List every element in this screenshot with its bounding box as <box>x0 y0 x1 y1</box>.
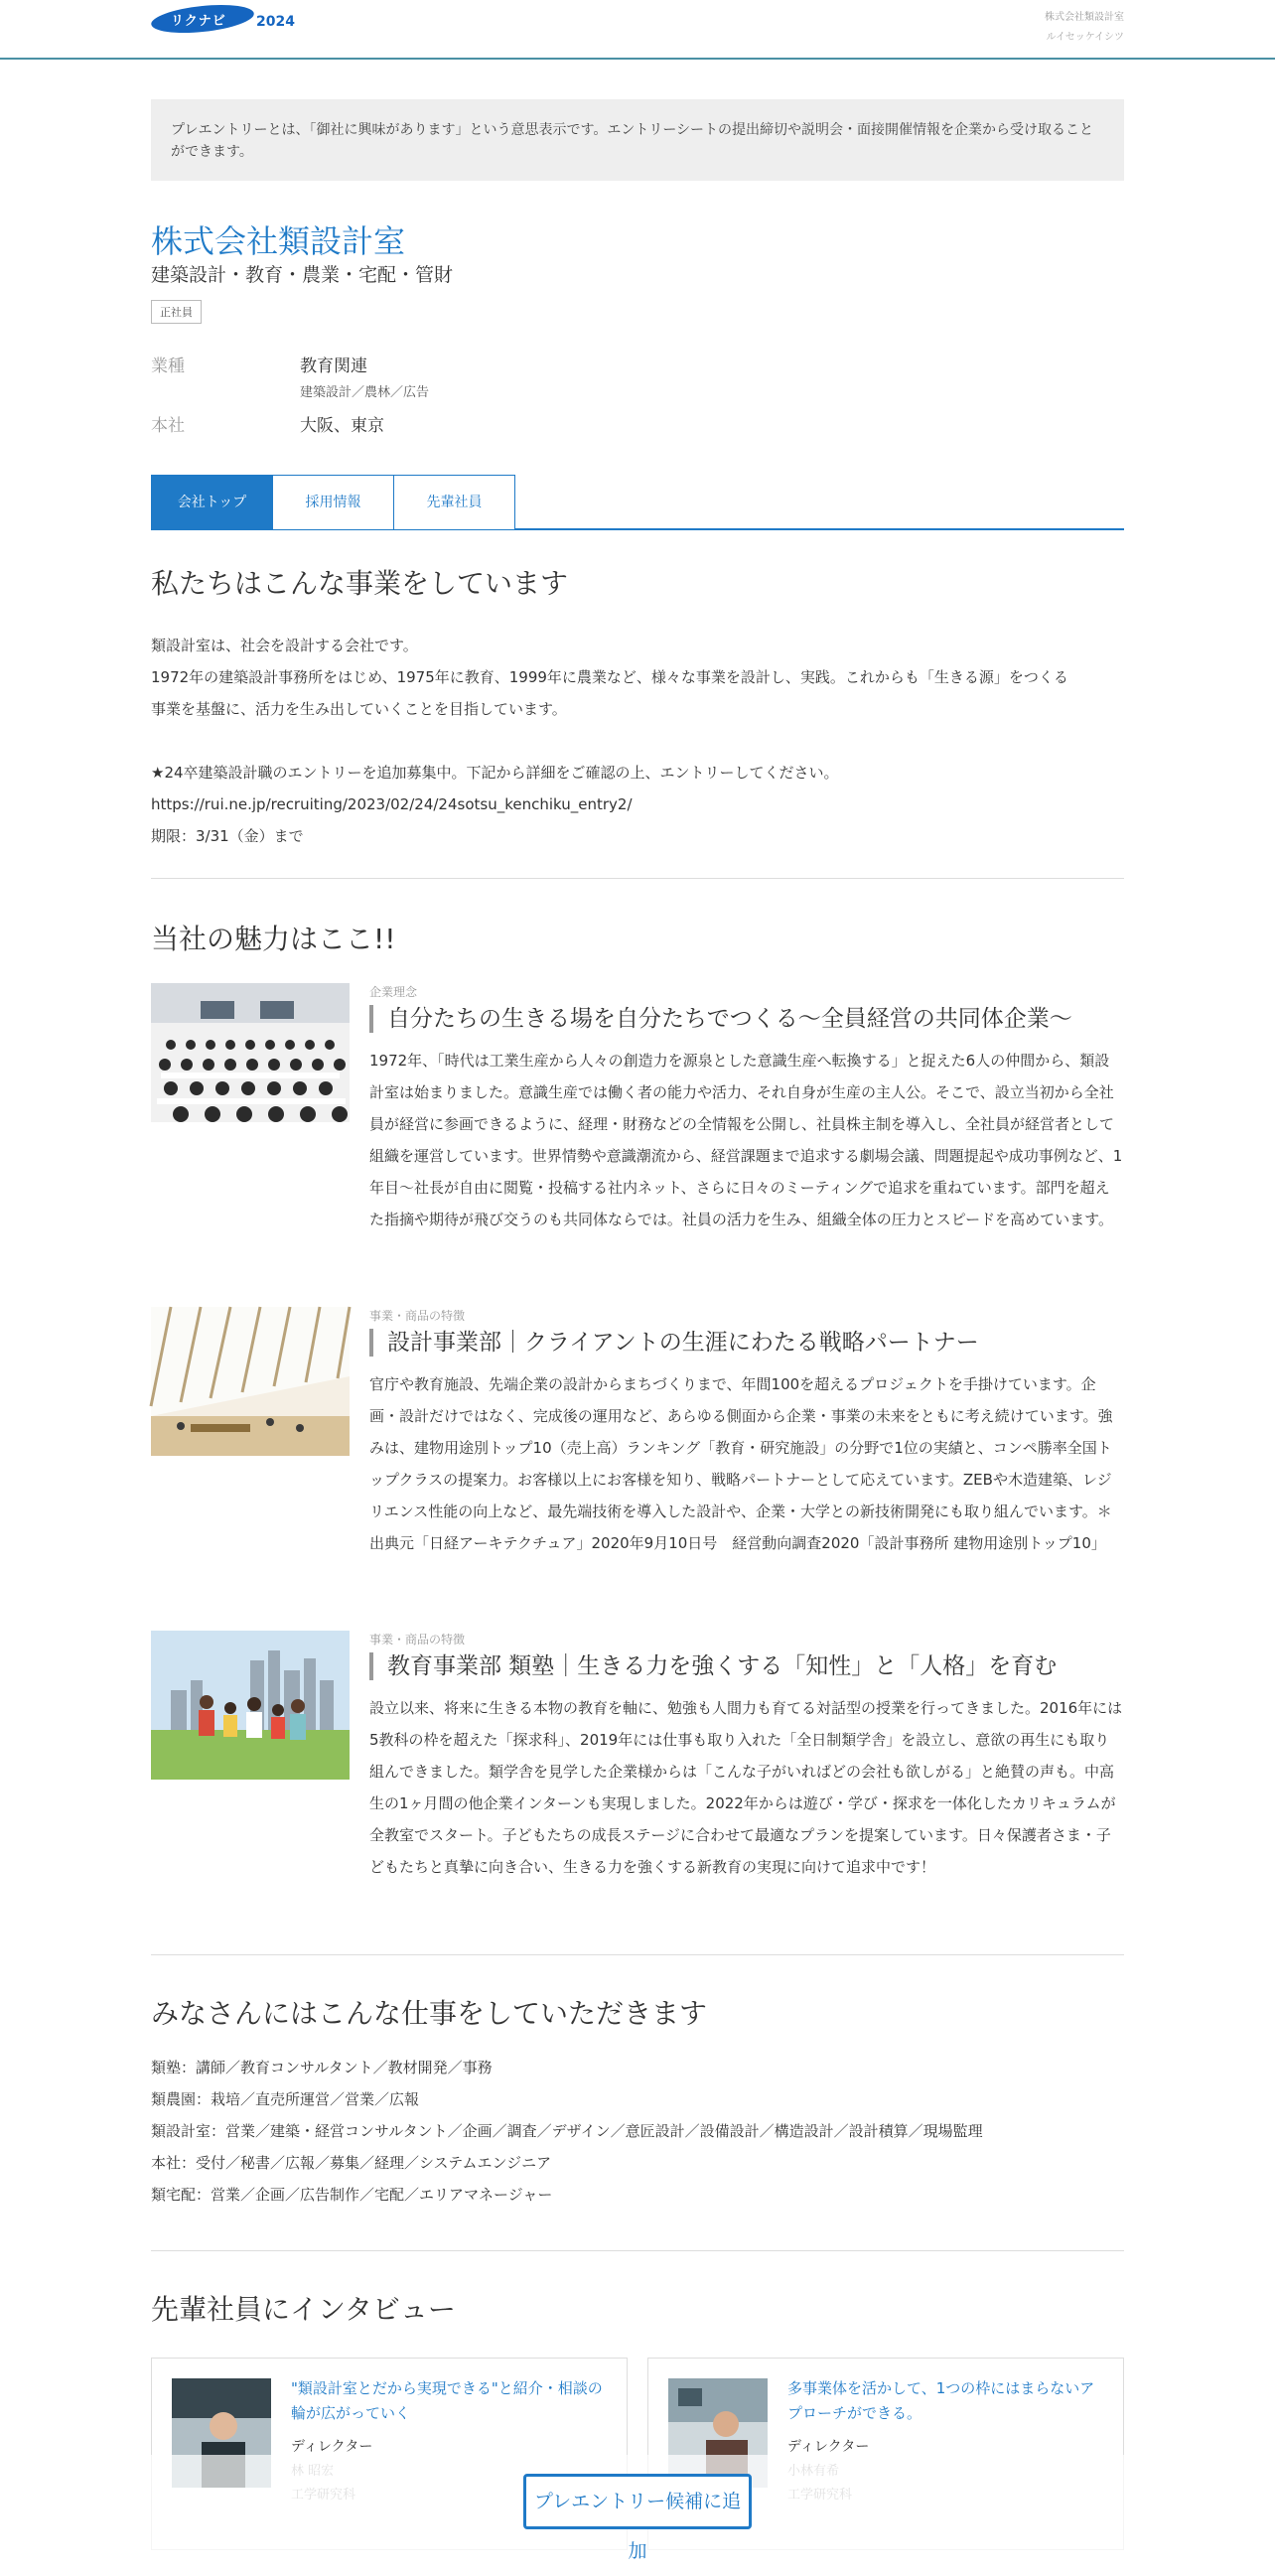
feature-title: 教育事業部 類塾｜生きる力を強くする「知性」と「人格」を育む <box>369 1652 1057 1680</box>
interview-section-title: 先輩社員にインタビュー <box>151 2293 456 2326</box>
pre-entry-notice: プレエントリーとは、「御社に興味があります」という意思表示です。エントリーシートの提出締切や説明会・面接開催情報を企業から受け取ることができます。 <box>151 99 1124 181</box>
feature-body: 設立以来、将来に生きる本物の教育を軸に、勉強も人間力も育てる対話型の授業を行ってきました。2016年には5教科の枠を超えた「探求科」、2019年には仕事も取り入れた「全日制類学舎」を設立し、意欲の再生にも取り組んできました。類学舎を見学した企業様からは「こんな子がいればどの会社も欲しがる」と絶賛の声も。中高生の1ヶ月間の他企業インターンも実現しました。2022年からは遊び・学び・探求を一体化したカリキュラムが全教室でスタート。子どもたちの成長ステージに合わせて最適なプランを提案しています。日々保護者さま・子どもたちと真摯に向き合い、生きる力を強くする新教育の実現に向けて追求中です！ <box>369 1699 1123 1876</box>
conference-hall-photo <box>151 983 350 1132</box>
feature-body: 1972年、「時代は工業生産から人々の創造力を源泉とした意識生産へ転換する」と捉えた6人の仲間から、類設計室は始まりました。意識生産では働く者の能力や活力、それ自身が生産の主人公。そこで、設立当初から全社員が経営に参画できるように、経理・財務などの全情報を公開し、社員株主制を導入し、全社員が経営者として組織を運営しています。世界情勢や意識潮流から、経営課題まで追求する劇場会議、問題提起や成功事例など、1年目～社長が自由に閲覧・投稿する社内ネット、さらに日々のミーティングで追求を重ねています。部門を超えた指摘や期待が飛び交うのも共同体ならでは。社員の活力を生み、組織全体の圧力とスピードを高めています。 <box>369 1052 1123 1228</box>
site-header <box>0 0 1275 60</box>
divider <box>151 878 1124 879</box>
business-line: 事業を基盤に、活力を生み出していくことを目指しています。 <box>151 700 567 718</box>
feature-category: 事業・商品の特徴 <box>369 1633 466 1646</box>
feature-body: 官庁や教育施設、先端企業の設計からまちづくりまで、年間100を超えるプロジェクトを手掛けています。企画・設計だけではなく、完成後の運用など、あらゆる側面から企業・事業の未来をともに考え続けています。強みは、建物用途別トップ10（売上高）ランキング「教育・研究施設」の分野で1位の実績と、コンペ勝率全国トップクラスの提案力。お客様以上にお客様を知り、戦略パートナーとして応えています。ZEBや木造建築、レジリエンス性能の向上など、最先端技術を導入した設計や、企業・大学との新技術開発にも取り組んでいます。＊出典元「日経アーキテクチュア」2020年9月10日号 経営動向調査2020「設計事務所 建物用途別トップ10」 <box>369 1375 1113 1552</box>
hq-label: 本社 <box>151 416 185 436</box>
header-company-kana: ルイセッケイシツ <box>1046 32 1124 43</box>
divider <box>151 2250 1124 2251</box>
header-company-name: 株式会社類設計室 <box>1045 12 1124 23</box>
work-section-title: みなさんにはこんな仕事をしていただきます <box>151 1997 708 2030</box>
interview-title[interactable]: 多事業体を活かして、1つの枠にはまらないアプローチができる。 <box>787 2379 1095 2422</box>
recruiting-link[interactable]: https://rui.ne.jp/recruiting/2023/02/24/24sotsu_kenchiku_entry2/ <box>151 795 633 813</box>
interview-title[interactable]: "類設計室とだから実現できる"と紹介・相談の輪が広がっていく <box>291 2379 603 2422</box>
tab-senior-staff[interactable]: 先輩社員 <box>393 475 515 529</box>
work-list <box>151 2052 1124 2211</box>
business-section-title: 私たちはこんな事業をしています <box>151 567 569 600</box>
feature-title: 自分たちの生きる場を自分たちでつくる～全員経営の共同体企業～ <box>369 1005 1072 1033</box>
interview-role: ディレクター <box>787 2439 870 2455</box>
company-business: 建築設計・教育・農業・宅配・管財 <box>151 264 454 286</box>
business-description <box>151 630 1124 852</box>
industry-value: 教育関連 <box>300 357 367 376</box>
work-line: 類設計室：営業／建築・経営コンサルタント／企画／調査／デザイン／意匠設計／設備設計／構造設計／設計積算／現場監理 <box>151 2122 983 2140</box>
work-line: 本社：受付／秘書／広報／募集／経理／システムエンジニア <box>151 2154 552 2172</box>
employment-badge: 正社員 <box>151 300 202 324</box>
business-line: 1972年の建築設計事務所をはじめ、1975年に教育、1999年に農業など、様々な事業を設計し、実践。これからも「生きる源」をつくる <box>151 668 1068 686</box>
work-line: 類農園：栽培／直売所運営／営業／広報 <box>151 2090 420 2108</box>
business-line: 期限：3/31（金）まで <box>151 827 304 845</box>
business-line: 類設計室は、社会を設計する会社です。 <box>151 637 418 654</box>
hq-value: 大阪、東京 <box>300 416 384 436</box>
feature-category: 企業理念 <box>369 985 418 999</box>
atrium-photo <box>151 1307 350 1456</box>
industry-sub: 建築設計／農林／広告 <box>300 385 430 400</box>
work-line: 類宅配：営業／企画／広告制作／宅配／エリアマネージャー <box>151 2186 553 2204</box>
company-tabs <box>151 475 1124 530</box>
pre-entry-button[interactable]: プレエントリー候補に追加 <box>523 2474 752 2529</box>
industry-label: 業種 <box>151 357 185 376</box>
tab-company-top[interactable]: 会社トップ <box>151 475 273 529</box>
work-line: 類塾：講師／教育コンサルタント／教材開発／事務 <box>151 2059 493 2076</box>
logo-year: 2024 <box>256 14 295 30</box>
spacer <box>151 725 1124 757</box>
rikunabi-logo[interactable] <box>151 4 300 36</box>
tab-recruitment[interactable]: 採用情報 <box>272 475 394 529</box>
feature-title: 設計事業部｜クライアントの生涯にわたる戦略パートナー <box>369 1329 979 1357</box>
company-name: 株式会社類設計室 <box>151 222 406 260</box>
divider <box>151 1954 1124 1955</box>
business-line: ★24卒建築設計職のエントリーを追加募集中。下記から詳細をご確認の上、エントリーしてください。 <box>151 764 839 782</box>
feature-category: 事業・商品の特徴 <box>369 1309 466 1323</box>
interview-role: ディレクター <box>291 2439 373 2455</box>
students-photo <box>151 1631 350 1780</box>
appeal-section-title: 当社の魅力はここ!! <box>151 923 396 955</box>
logo-text: リクナビ <box>171 14 226 29</box>
